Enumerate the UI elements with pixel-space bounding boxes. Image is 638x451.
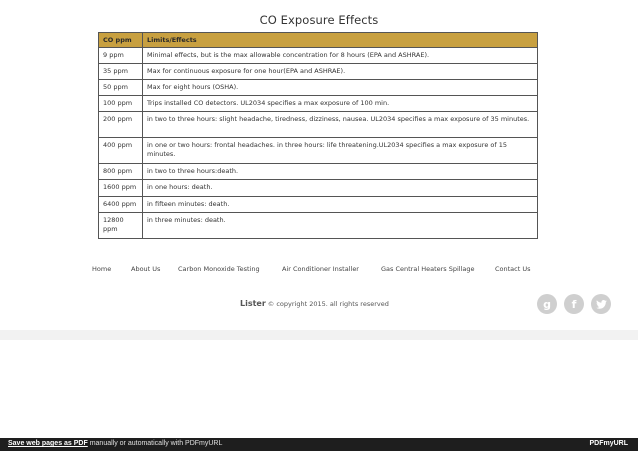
table-header-row (99, 33, 538, 48)
nav-link-about-us[interactable]: About Us (131, 265, 161, 273)
nav-link-contact-us[interactable]: Contact Us (495, 265, 531, 273)
table-row (99, 180, 538, 196)
facebook-icon: f (571, 297, 577, 311)
table-cell-effect: in two to three hours:death. (143, 164, 538, 180)
table-cell-effect: Minimal effects, but is the max allowable concentration for 8 hours (EPA and ASHRAE). (143, 48, 538, 64)
pdf-promo-description: manually or automatically with PDFmyURL (87, 440, 223, 447)
table-row (99, 48, 538, 64)
table-cell-ppm: 1600 ppm (99, 180, 143, 196)
table-cell-ppm: 200 ppm (99, 112, 143, 138)
table-cell-effect: Max for eight hours (OSHA). (143, 80, 538, 96)
table-cell-effect: in two to three hours: slight headache, tiredness, dizziness, nausea. UL2034 specifies a max exposure of 35 minutes. (143, 112, 538, 138)
column-header-effects: Limits/Effects (143, 33, 538, 48)
save-as-pdf-link[interactable]: Save web pages as PDF (8, 440, 88, 447)
page-title: CO Exposure Effects (259, 13, 379, 27)
facebook-button[interactable] (564, 294, 584, 314)
table-cell-effect: in fifteen minutes: death. (143, 196, 538, 212)
table-cell-effect: Trips installed CO detectors. UL2034 specifies a max exposure of 100 min. (143, 96, 538, 112)
column-header-ppm: CO ppm (99, 33, 143, 48)
table-cell-effect: in one hours: death. (143, 180, 538, 196)
table-row (99, 112, 538, 138)
table-row (99, 80, 538, 96)
table-row (99, 212, 538, 238)
table-cell-effect: in one or two hours: frontal headaches. in three hours: life threatening.UL2034 specifies a max exposure of 15 minutes. (143, 138, 538, 164)
copyright-text: © copyright 2015. all rights reserved (267, 300, 389, 308)
table-row (99, 164, 538, 180)
nav-link-carbon-monoxide-testing[interactable]: Carbon Monoxide Testing (178, 265, 260, 273)
table-row (99, 64, 538, 80)
footer-nav (92, 265, 542, 277)
copyright (240, 299, 389, 311)
table-cell-ppm: 6400 ppm (99, 196, 143, 212)
brand-name: Lister (240, 299, 266, 308)
nav-link-home[interactable]: Home (92, 265, 112, 273)
co-exposure-table (98, 32, 538, 239)
table-cell-ppm: 400 ppm (99, 138, 143, 164)
pdf-promo-text (8, 440, 222, 447)
twitter-button[interactable] (591, 294, 611, 314)
table-cell-effect: in three minutes: death. (143, 212, 538, 238)
table-cell-ppm: 12800 ppm (99, 212, 143, 238)
table-cell-ppm: 800 ppm (99, 164, 143, 180)
nav-link-gas-central-heaters-spillage[interactable]: Gas Central Heaters Spillage (381, 265, 475, 273)
table-cell-effect: Max for continuous exposure for one hour(EPA and ASHRAE). (143, 64, 538, 80)
table-row (99, 96, 538, 112)
google-plus-button[interactable] (537, 294, 557, 314)
table-cell-ppm: 9 ppm (99, 48, 143, 64)
page-divider-band (0, 330, 638, 340)
table-cell-ppm: 100 ppm (99, 96, 143, 112)
nav-link-air-conditioner-installer[interactable]: Air Conditioner Installer (282, 265, 359, 273)
table-cell-ppm: 35 ppm (99, 64, 143, 80)
pdfmyurl-logo[interactable]: PDFmyURL (589, 440, 628, 447)
google-plus-icon: g (543, 297, 551, 311)
table-cell-ppm: 50 ppm (99, 80, 143, 96)
pdf-promo-bar (0, 438, 638, 451)
table-row (99, 138, 538, 164)
twitter-icon (596, 300, 607, 309)
table-row (99, 196, 538, 212)
